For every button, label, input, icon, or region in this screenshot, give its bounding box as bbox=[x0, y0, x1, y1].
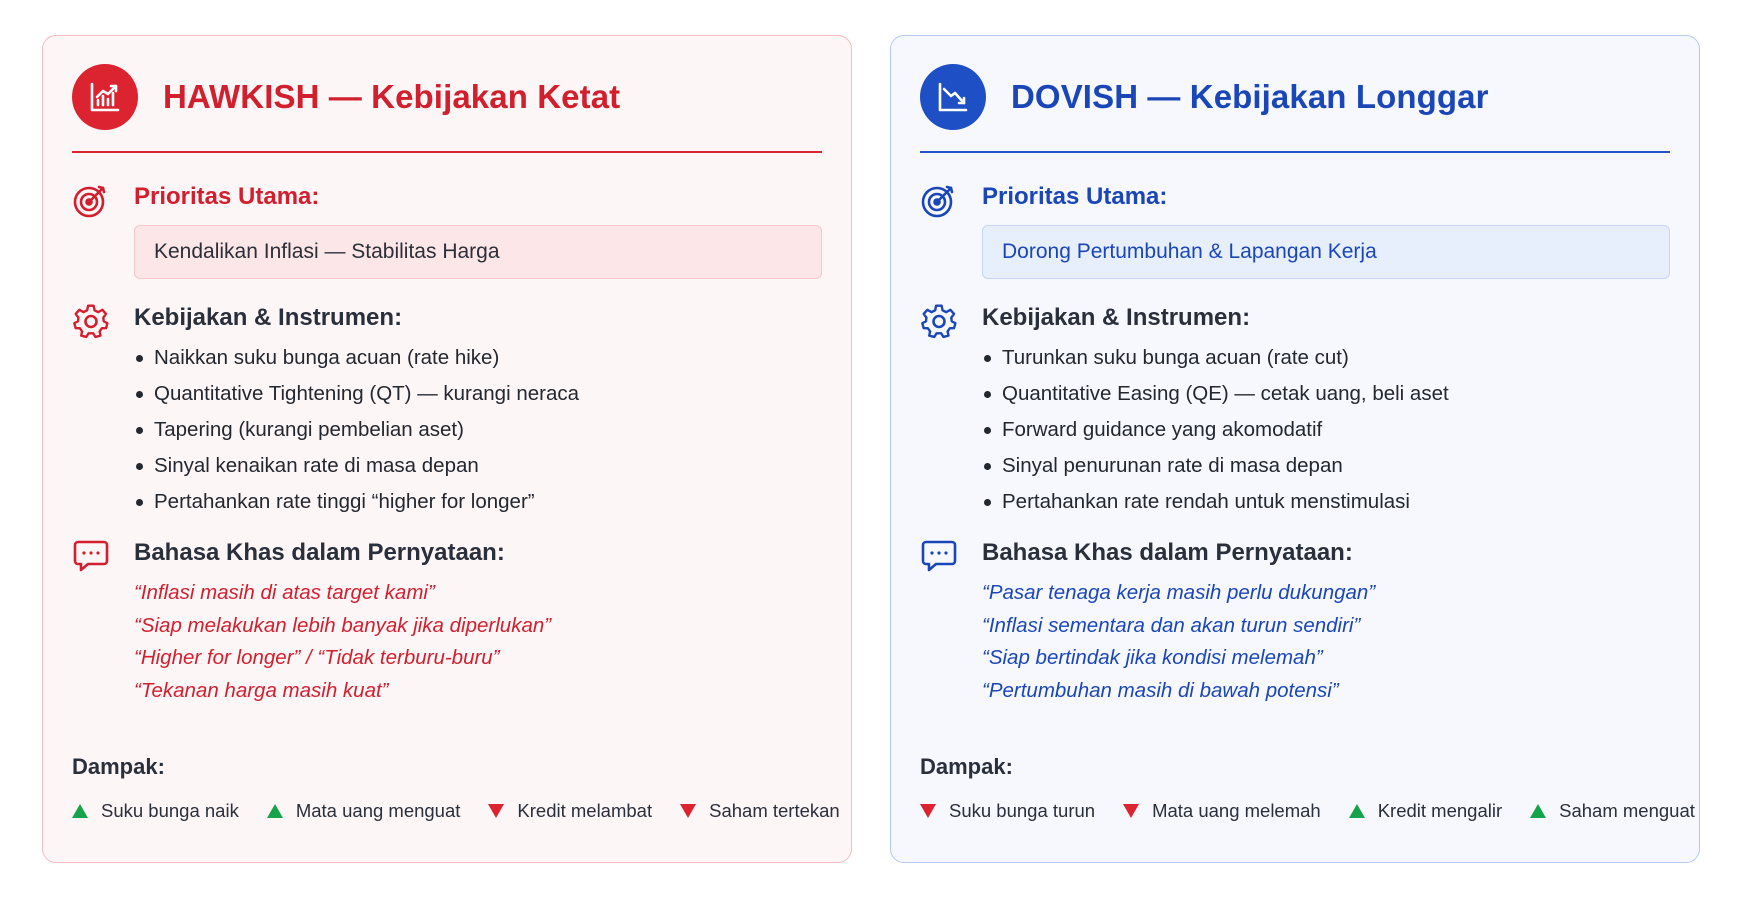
impact-row bbox=[72, 800, 851, 822]
impact-text: Mata uang menguat bbox=[295, 800, 461, 821]
policy-label: Kebijakan & Instrumen: bbox=[134, 304, 403, 331]
impact-text: Saham tertekan bbox=[709, 800, 840, 821]
target-icon bbox=[72, 181, 110, 219]
quote: “Pasar tenaga kerja masih perlu dukungan” bbox=[982, 581, 1376, 604]
impact-text: Kredit mengalir bbox=[1377, 800, 1503, 821]
hawkish-card bbox=[42, 35, 852, 863]
gear-icon bbox=[72, 302, 110, 340]
dovish-header bbox=[920, 64, 1670, 130]
impact-label: Dampak: bbox=[72, 754, 165, 779]
impact-label: Dampak: bbox=[920, 754, 1013, 779]
triangle-down-icon bbox=[488, 804, 504, 818]
priority-section bbox=[920, 181, 1670, 279]
policy-section bbox=[72, 302, 822, 520]
triangle-up-icon bbox=[1349, 804, 1365, 818]
quote: “Siap melakukan lebih banyak jika diperlukan” bbox=[134, 613, 552, 637]
list-item: Tapering (kurangi pembelian aset) bbox=[134, 412, 822, 448]
list-item: Quantitative Easing (QE) — cetak uang, beli aset bbox=[982, 376, 1670, 412]
impact-item bbox=[1530, 800, 1695, 822]
list-item: Forward guidance yang akomodatif bbox=[982, 412, 1670, 448]
quote: “Higher for longer” / “Tidak terburu-buru” bbox=[134, 646, 500, 669]
list-item: Pertahankan rate rendah untuk menstimulasi bbox=[982, 484, 1670, 520]
impact-text: Mata uang melemah bbox=[1152, 800, 1321, 821]
quote-list bbox=[134, 577, 822, 707]
impact-item bbox=[1123, 800, 1321, 822]
chat-bubble-icon bbox=[72, 537, 110, 575]
quote-list bbox=[982, 577, 1670, 707]
divider bbox=[920, 151, 1670, 153]
impact-item bbox=[680, 800, 840, 822]
triangle-down-icon bbox=[920, 804, 936, 818]
chart-down-icon bbox=[920, 64, 986, 130]
priority-value: Dorong Pertumbuhan & Lapangan Kerja bbox=[982, 225, 1670, 279]
list-item: Sinyal penurunan rate di masa depan bbox=[982, 448, 1670, 484]
quote: “Siap bertindak jika kondisi melemah” bbox=[982, 646, 1323, 669]
chat-bubble-icon bbox=[920, 537, 958, 575]
triangle-up-icon bbox=[72, 804, 88, 818]
divider bbox=[72, 151, 822, 153]
impact-item bbox=[1349, 800, 1502, 822]
triangle-down-icon bbox=[680, 804, 696, 818]
priority-section bbox=[72, 181, 822, 279]
impact-text: Suku bunga turun bbox=[949, 800, 1096, 821]
hawkish-header bbox=[72, 64, 822, 130]
list-item: Turunkan suku bunga acuan (rate cut) bbox=[982, 340, 1670, 376]
impact-text: Suku bunga naik bbox=[101, 800, 239, 821]
dovish-card bbox=[890, 35, 1700, 863]
gear-icon bbox=[920, 302, 958, 340]
triangle-up-icon bbox=[267, 804, 283, 818]
impact-text: Saham menguat bbox=[1559, 800, 1695, 821]
hawkish-title: HAWKISH — Kebijakan Ketat bbox=[163, 78, 621, 115]
dovish-title: DOVISH — Kebijakan Longgar bbox=[1011, 78, 1489, 115]
quote: “Tekanan harga masih kuat” bbox=[134, 678, 389, 702]
impact-section bbox=[920, 754, 1699, 822]
list-item: Quantitative Tightening (QT) — kurangi neraca bbox=[134, 376, 822, 412]
impact-row bbox=[920, 800, 1699, 822]
chart-up-icon bbox=[72, 64, 138, 130]
impact-item bbox=[488, 800, 652, 822]
language-section bbox=[920, 537, 1670, 707]
impact-item bbox=[267, 800, 461, 822]
policy-list bbox=[982, 340, 1670, 520]
language-label: Bahasa Khas dalam Pernyataan: bbox=[982, 539, 1353, 566]
priority-label: Prioritas Utama: bbox=[982, 183, 1168, 210]
priority-label: Prioritas Utama: bbox=[134, 183, 320, 210]
policy-section bbox=[920, 302, 1670, 520]
language-label: Bahasa Khas dalam Pernyataan: bbox=[134, 539, 505, 566]
policy-list bbox=[134, 340, 822, 520]
triangle-up-icon bbox=[1530, 804, 1546, 818]
language-section bbox=[72, 537, 822, 707]
impact-item bbox=[72, 800, 239, 822]
impact-item bbox=[920, 800, 1095, 822]
impact-text: Kredit melambat bbox=[517, 800, 653, 821]
priority-value: Kendalikan Inflasi — Stabilitas Harga bbox=[134, 225, 822, 279]
list-item: Pertahankan rate tinggi “higher for longer” bbox=[134, 484, 822, 520]
quote: “Pertumbuhan masih di bawah potensi” bbox=[982, 678, 1339, 702]
policy-label: Kebijakan & Instrumen: bbox=[982, 304, 1251, 331]
list-item: Naikkan suku bunga acuan (rate hike) bbox=[134, 340, 822, 376]
quote: “Inflasi masih di atas target kami” bbox=[134, 581, 435, 604]
target-icon bbox=[920, 181, 958, 219]
quote: “Inflasi sementara dan akan turun sendiri” bbox=[982, 613, 1361, 637]
impact-section bbox=[72, 754, 851, 822]
list-item: Sinyal kenaikan rate di masa depan bbox=[134, 448, 822, 484]
triangle-down-icon bbox=[1123, 804, 1139, 818]
